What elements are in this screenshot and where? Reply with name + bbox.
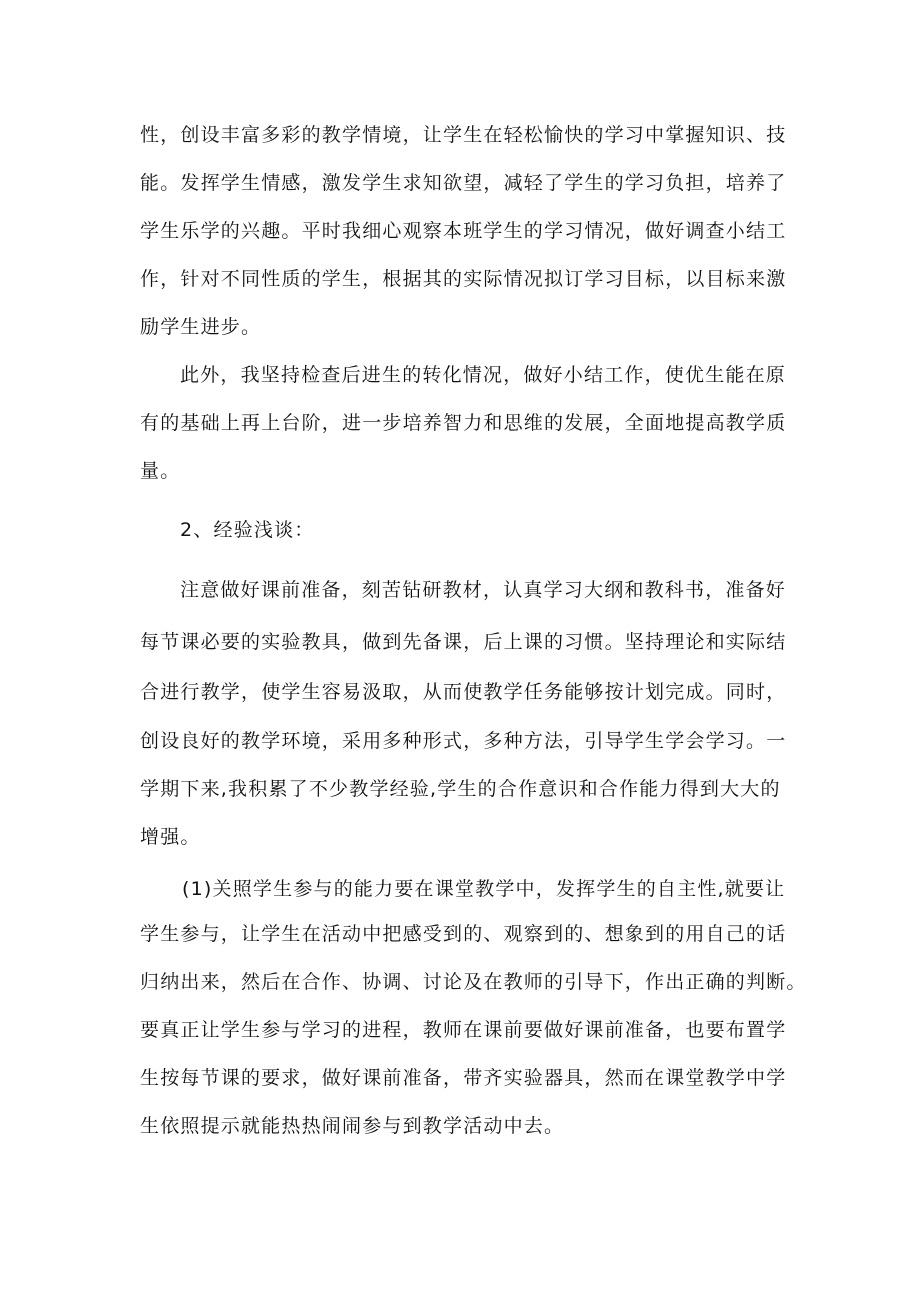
paragraph-line: (1)关照学生参与的能力要在课堂教学中，发挥学生的自主性,就要让 — [182, 878, 786, 900]
paragraph-line: 合进行教学，使学生容易汲取，从而使教学任务能够按计划完成。同时， — [140, 681, 787, 703]
paragraph-line: 生依照提示就能热热闹闹参与到教学活动中去。 — [140, 1115, 565, 1137]
paragraph-line: 有的基础上再上台阶，进一步培养智力和思维的发展，全面地提高教学质 — [140, 412, 787, 434]
paragraph-line: 学生参与，让学生在活动中把感受到的、观察到的、想象到的用自己的话 — [140, 923, 787, 945]
paragraph-line: 学期下来,我积累了不少教学经验,学生的合作意识和合作能力得到大大的 — [140, 778, 781, 800]
paragraph-line: 学生乐学的兴趣。平时我细心观察本班学生的学习情况，做好调查小结工 — [140, 220, 787, 242]
paragraph-line: 每节课必要的实验教具，做到先备课，后上课的习惯。坚持理论和实际结 — [140, 631, 787, 653]
paragraph-line: 作，针对不同性质的学生，根据其的实际情况拟订学习目标，以目标来激 — [140, 268, 787, 290]
section-heading: 2、经验浅谈： — [180, 519, 315, 541]
paragraph-line: 性，创设丰富多彩的教学情境，让学生在轻松愉快的学习中掌握知识、技 — [140, 124, 787, 146]
paragraph-line: 要真正让学生参与学习的进程，教师在课前要做好课前准备，也要布置学 — [140, 1019, 787, 1041]
paragraph-line: 量。 — [140, 460, 181, 482]
paragraph-line: 此外，我坚持检查后进生的转化情况，做好小结工作，使优生能在原 — [180, 364, 787, 386]
paragraph-line: 增强。 — [140, 826, 201, 848]
paragraph-line: 创设良好的教学环境，采用多种形式，多种方法，引导学生学会学习。一 — [140, 730, 787, 752]
paragraph-line: 励学生进步。 — [140, 316, 262, 338]
paragraph-line: 能。发挥学生情感，激发学生求知欲望，减轻了学生的学习负担，培养了 — [140, 172, 787, 194]
paragraph-line: 归纳出来，然后在合作、协调、讨论及在教师的引导下，作出正确的判断。 — [140, 971, 807, 993]
paragraph-line: 注意做好课前准备，刻苦钻研教材，认真学习大纲和教科书，准备好 — [180, 579, 787, 601]
paragraph-line: 生按每节课的要求，做好课前准备，带齐实验器具，然而在课堂教学中学 — [140, 1067, 787, 1089]
